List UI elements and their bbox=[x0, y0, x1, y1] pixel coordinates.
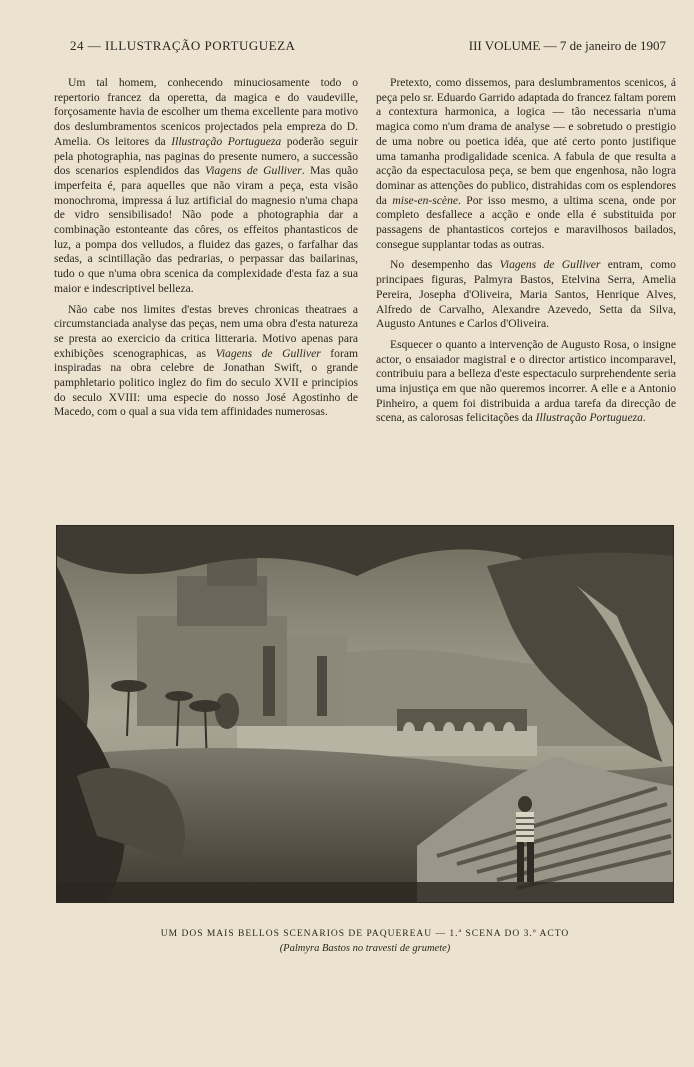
italic-title-text: Illustração Portugueza bbox=[535, 411, 643, 425]
article-column-right bbox=[376, 76, 676, 432]
italic-title-text: Viagens de Gulliver bbox=[499, 258, 601, 272]
article-column-left bbox=[54, 76, 358, 426]
article-paragraph bbox=[54, 303, 358, 421]
paragraph-text: Pretexto, como dissemos, para deslumbramentos scenicos, á peça pelo sr. Eduardo Garrido adaptada do francez faltam porem a contextura harmonica, a logica — tão necessaria n'uma magica como n'um drama de analyse — e sobretudo o prestigio de uma nobre ou poetica idéa, que até certo ponto justifique uma tamanha prodigalidade scenica. A fabula de que resulta a acção da espectaculosa peça, se bem que engenhosa, não logra dominar as attenções do publico, distrahidas com os esplendores da bbox=[376, 76, 676, 207]
paragraph-text: Esquecer o quanto a intervenção de Augusto Rosa, o insigne actor, o ensaiador magistral e o director artistico incomparavel, contribuiu para a belleza d'este espectaculo surprehendente seria uma injustiça em que não queremos incorrer. A elle e a Antonio Pinheiro, a quem foi distribuida a ardua tarefa da direcção de scena, as calorosas felicitações da bbox=[376, 337, 676, 425]
figure-caption: UM DOS MAIS BELLOS SCENARIOS DE PAQUEREAU — 1.ª SCENA DO 3.º ACTO bbox=[160, 929, 570, 939]
page-header bbox=[70, 38, 666, 58]
paragraph-text: poderão seguir pela photographia, nas paginas do presente numero, a successão dos scenarios esplendidos das bbox=[54, 134, 358, 178]
paragraph-text: entram, como principaes figuras, Palmyra Bastos, Etelvina Serra, Amelia Pereira, Josepha d'Oliveira, Maria Santos, Henrique Alves, Alfredo de Carvalho, Alexandre Azevedo, Setta da Silva, Augusto Antunes e Carlos d'Oliveira. bbox=[376, 258, 676, 331]
paragraph-text: Não cabe nos limites d'estas breves chronicas theatraes a circumstanciada analyse das peças, nem uma obra d'esta natureza se presta ao exercicio da critica litteraria. Motivo apenas para exhibições scenographicas, as bbox=[54, 302, 358, 360]
article-paragraph bbox=[376, 258, 676, 332]
paragraph-text: No desempenho das bbox=[390, 258, 500, 272]
article-paragraph bbox=[54, 76, 358, 297]
italic-title-text: Viagens de Gulliver bbox=[204, 164, 302, 178]
paragraph-text: foram inspiradas na obra celebre de Jonathan Swift, o grande pamphletario politico inglez do fim do seculo XVII e principios do seculo XVIII: uma especie do nosso José Agostinho de Macedo, com o qual a sua vida tem affinidades numerosas. bbox=[54, 346, 358, 419]
paragraph-text: Um tal homem, conhecendo minuciosamente todo o repertorio francez da operetta, da magica e do vaudeville, forçosamente havia de escolher um thema excellente para motivo dos deslumbramentos scenicos projectados pela empreza do D. Amelia. Os leitores da bbox=[54, 76, 358, 148]
article-paragraph bbox=[376, 76, 676, 252]
paragraph-text: . Mas quão imperfeita é, para aquelles que não viram a peça, esta visão monochroma, impressa á luz artificial do magnesio n'uma chapa de vidro sensibilisado! Não pode a photographia dar a combinação estonteante das côres, os effeitos phantasticos de luz, a pompa dos velludos, a fluidez das gazes, o farfalhar das sedas, a scintillação das pedrarias, o perpassar das bailarinas, tudo o que n'uma obra scenica da complexidade d'esta faz a sua maior e indescriptivel belleza. bbox=[54, 164, 358, 295]
figure-subcaption: (Palmyra Bastos no travesti de grumete) bbox=[279, 943, 451, 954]
paragraph-text: . Por isso mesmo, a ultima scena, onde por completo desfallece a acção e onde ella é substituida por passagens de phantasticos cortejos e maravilhosos bailados, consegue supplantar todas as outras. bbox=[376, 193, 677, 251]
header-page-title: 24 — ILLUSTRAÇÃO PORTUGUEZA bbox=[70, 38, 296, 53]
header-volume-date: III VOLUME — 7 de janeiro de 1907 bbox=[468, 38, 666, 53]
paragraph-text: . bbox=[642, 411, 646, 425]
italic-title-text: Illustração Portugueza bbox=[171, 134, 282, 148]
article-paragraph bbox=[376, 338, 676, 426]
stage-scenery-photograph bbox=[56, 525, 674, 903]
italic-title-text: mise-en-scène bbox=[392, 193, 459, 207]
italic-title-text: Viagens de Gulliver bbox=[215, 346, 321, 360]
